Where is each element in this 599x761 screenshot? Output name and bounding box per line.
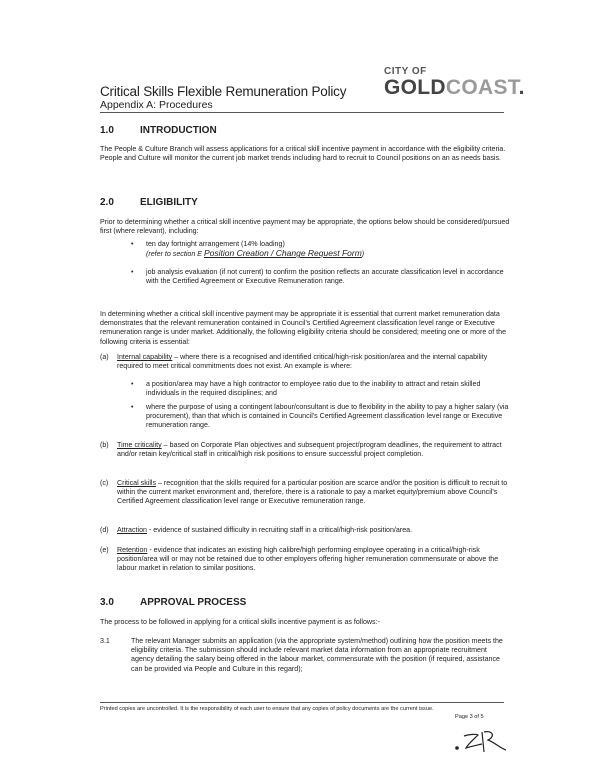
section-1-title: INTRODUCTION bbox=[140, 125, 217, 136]
criterion-item bbox=[117, 479, 510, 507]
criterion-text: – based on Corporate Plan objectives and subsequent project/program deadlines, the requirement to attract and/or retain key/critical staff in critical/high risk positions to ensure successful project completion. bbox=[117, 441, 502, 459]
criterion-label: (b) bbox=[100, 441, 109, 449]
criterion-term: Attraction bbox=[117, 526, 147, 534]
example-item: a position/area may have a high contractor to employee ratio due to the inability to attract and retain skilled individuals in the required disciplines; and bbox=[146, 380, 481, 398]
logo-dot: . bbox=[518, 76, 525, 99]
criterion-term: Time criticality bbox=[117, 441, 162, 449]
city-logo bbox=[384, 66, 525, 99]
logo-coast: COAST bbox=[445, 76, 519, 99]
policy-subtitle: Appendix A: Procedures bbox=[100, 99, 213, 111]
criterion-term: Internal capability bbox=[117, 353, 173, 361]
step-text: The relevant Manager submits an application (via the appropriate system/method) outlining how the position meets the eligibility criteria. The submission should include relevant market data information from an appropriate recruitment agency detailing the salary being offered in the labour market, commensurate with the position (if required, assistance can be provided via People and Culture in this regard); bbox=[131, 637, 503, 673]
handwritten-signature-icon bbox=[452, 722, 522, 756]
section-3-heading bbox=[100, 597, 246, 608]
criterion-term: Retention bbox=[117, 546, 148, 554]
criterion-item bbox=[117, 353, 510, 371]
section-2-number: 2.0 bbox=[100, 197, 114, 208]
criterion-label: (c) bbox=[100, 479, 109, 487]
criterion-text: – recognition that the skills required for a particular position are scarce and/or the position is difficult to recruit to within the current market environment and, therefore, there is a rationale to pay a market equity/premium above Council's Certified Agreement classification level range or Executive remuneration range. bbox=[117, 479, 508, 506]
criterion-item bbox=[117, 441, 510, 459]
option-item bbox=[146, 240, 510, 259]
step-number: 3.1 bbox=[100, 637, 110, 645]
section-2-heading bbox=[100, 197, 198, 208]
logo-wordmark bbox=[384, 76, 525, 99]
policy-title: Critical Skills Flexible Remuneration Policy bbox=[100, 84, 347, 99]
section-3-title: APPROVAL PROCESS bbox=[140, 597, 247, 608]
footer-divider bbox=[100, 702, 504, 703]
section-3-number: 3.0 bbox=[100, 597, 114, 608]
footer-note: Printed copies are uncontrolled. It is the responsibility of each user to ensure that any copies of policy documents are the current issue. bbox=[100, 706, 434, 712]
logo-gold: GOLD bbox=[384, 76, 446, 99]
option-item: job analysis evaluation (if not current) to confirm the position reflects an accurate classification level in accordance with the Certified Agreement or Executive Remuneration range. bbox=[146, 268, 504, 286]
criterion-item bbox=[117, 526, 510, 535]
section-3-intro: The process to be followed in applying for a critical skills incentive payment is as follows:- bbox=[100, 618, 380, 626]
bullet: • bbox=[131, 403, 134, 411]
criterion-label: (d) bbox=[100, 526, 109, 534]
logo-city-of: CITY OF bbox=[384, 66, 427, 77]
section-1-number: 1.0 bbox=[100, 125, 114, 136]
criterion-item bbox=[117, 546, 510, 574]
position-creation-form-link[interactable]: Position Creation / Change Request Form bbox=[203, 248, 362, 259]
example-item: where the purpose of using a contingent labour/consultant is due to flexibility in the ability to pay a higher salary (via procurement), than that which is contained in Council's Certified Agreement classification level range or Executive remuneration range. bbox=[146, 403, 509, 430]
bullet: • bbox=[131, 268, 134, 276]
bullet: • bbox=[131, 380, 134, 388]
option-text: ten day fortnight arrangement (14% loading) bbox=[146, 240, 285, 248]
criterion-label: (e) bbox=[100, 546, 109, 554]
bullet: • bbox=[131, 240, 134, 248]
section-2-intro: Prior to determining whether a critical skill incentive payment may be appropriate, the options below should be considered/pursued first (where relevant), including: bbox=[100, 218, 510, 236]
section-1-body: The People & Culture Branch will assess applications for a critical skill incentive payment in accordance with the eligibility criteria. People and Culture will monitor the current job market trends including hard to recruit to Council positions on an as needs basis. bbox=[100, 145, 506, 163]
page-number: Page 3 of 5 bbox=[455, 714, 484, 720]
criterion-text: - evidence that indicates an existing high calibre/high performing employee operating in a critical/high-risk position/area will or may not be retained due to other employers offering higher remuneration commensurate or above the labour market in relation to similar positions. bbox=[117, 546, 499, 573]
option-reference: (refer to section E Position Creation / Change Request Form) bbox=[146, 248, 365, 259]
section-2-title: ELIGIBILITY bbox=[140, 197, 198, 208]
header-divider bbox=[100, 112, 504, 113]
criterion-text: – where there is a recognised and identified critical/high-risk position/area and the internal capability required to meet critical commitments does not exist. An example is where: bbox=[117, 353, 488, 371]
section-2-criteria-intro: In determining whether a critical skill incentive payment may be appropriate it is essential that current market remuneration data demonstrates that the relevant remuneration contained in Council's Certified Agreement classification level range or Executive remuneration range is under market. Additionally, the following eligibility criteria should be considered; meeting one or more of the following criteria is essential: bbox=[100, 310, 507, 346]
criterion-term: Critical skills bbox=[117, 479, 157, 487]
criterion-text: - evidence of sustained difficulty in recruiting staff in a critical/high-risk position/area. bbox=[146, 526, 413, 534]
section-1-heading bbox=[100, 125, 217, 136]
criterion-label: (a) bbox=[100, 353, 109, 361]
